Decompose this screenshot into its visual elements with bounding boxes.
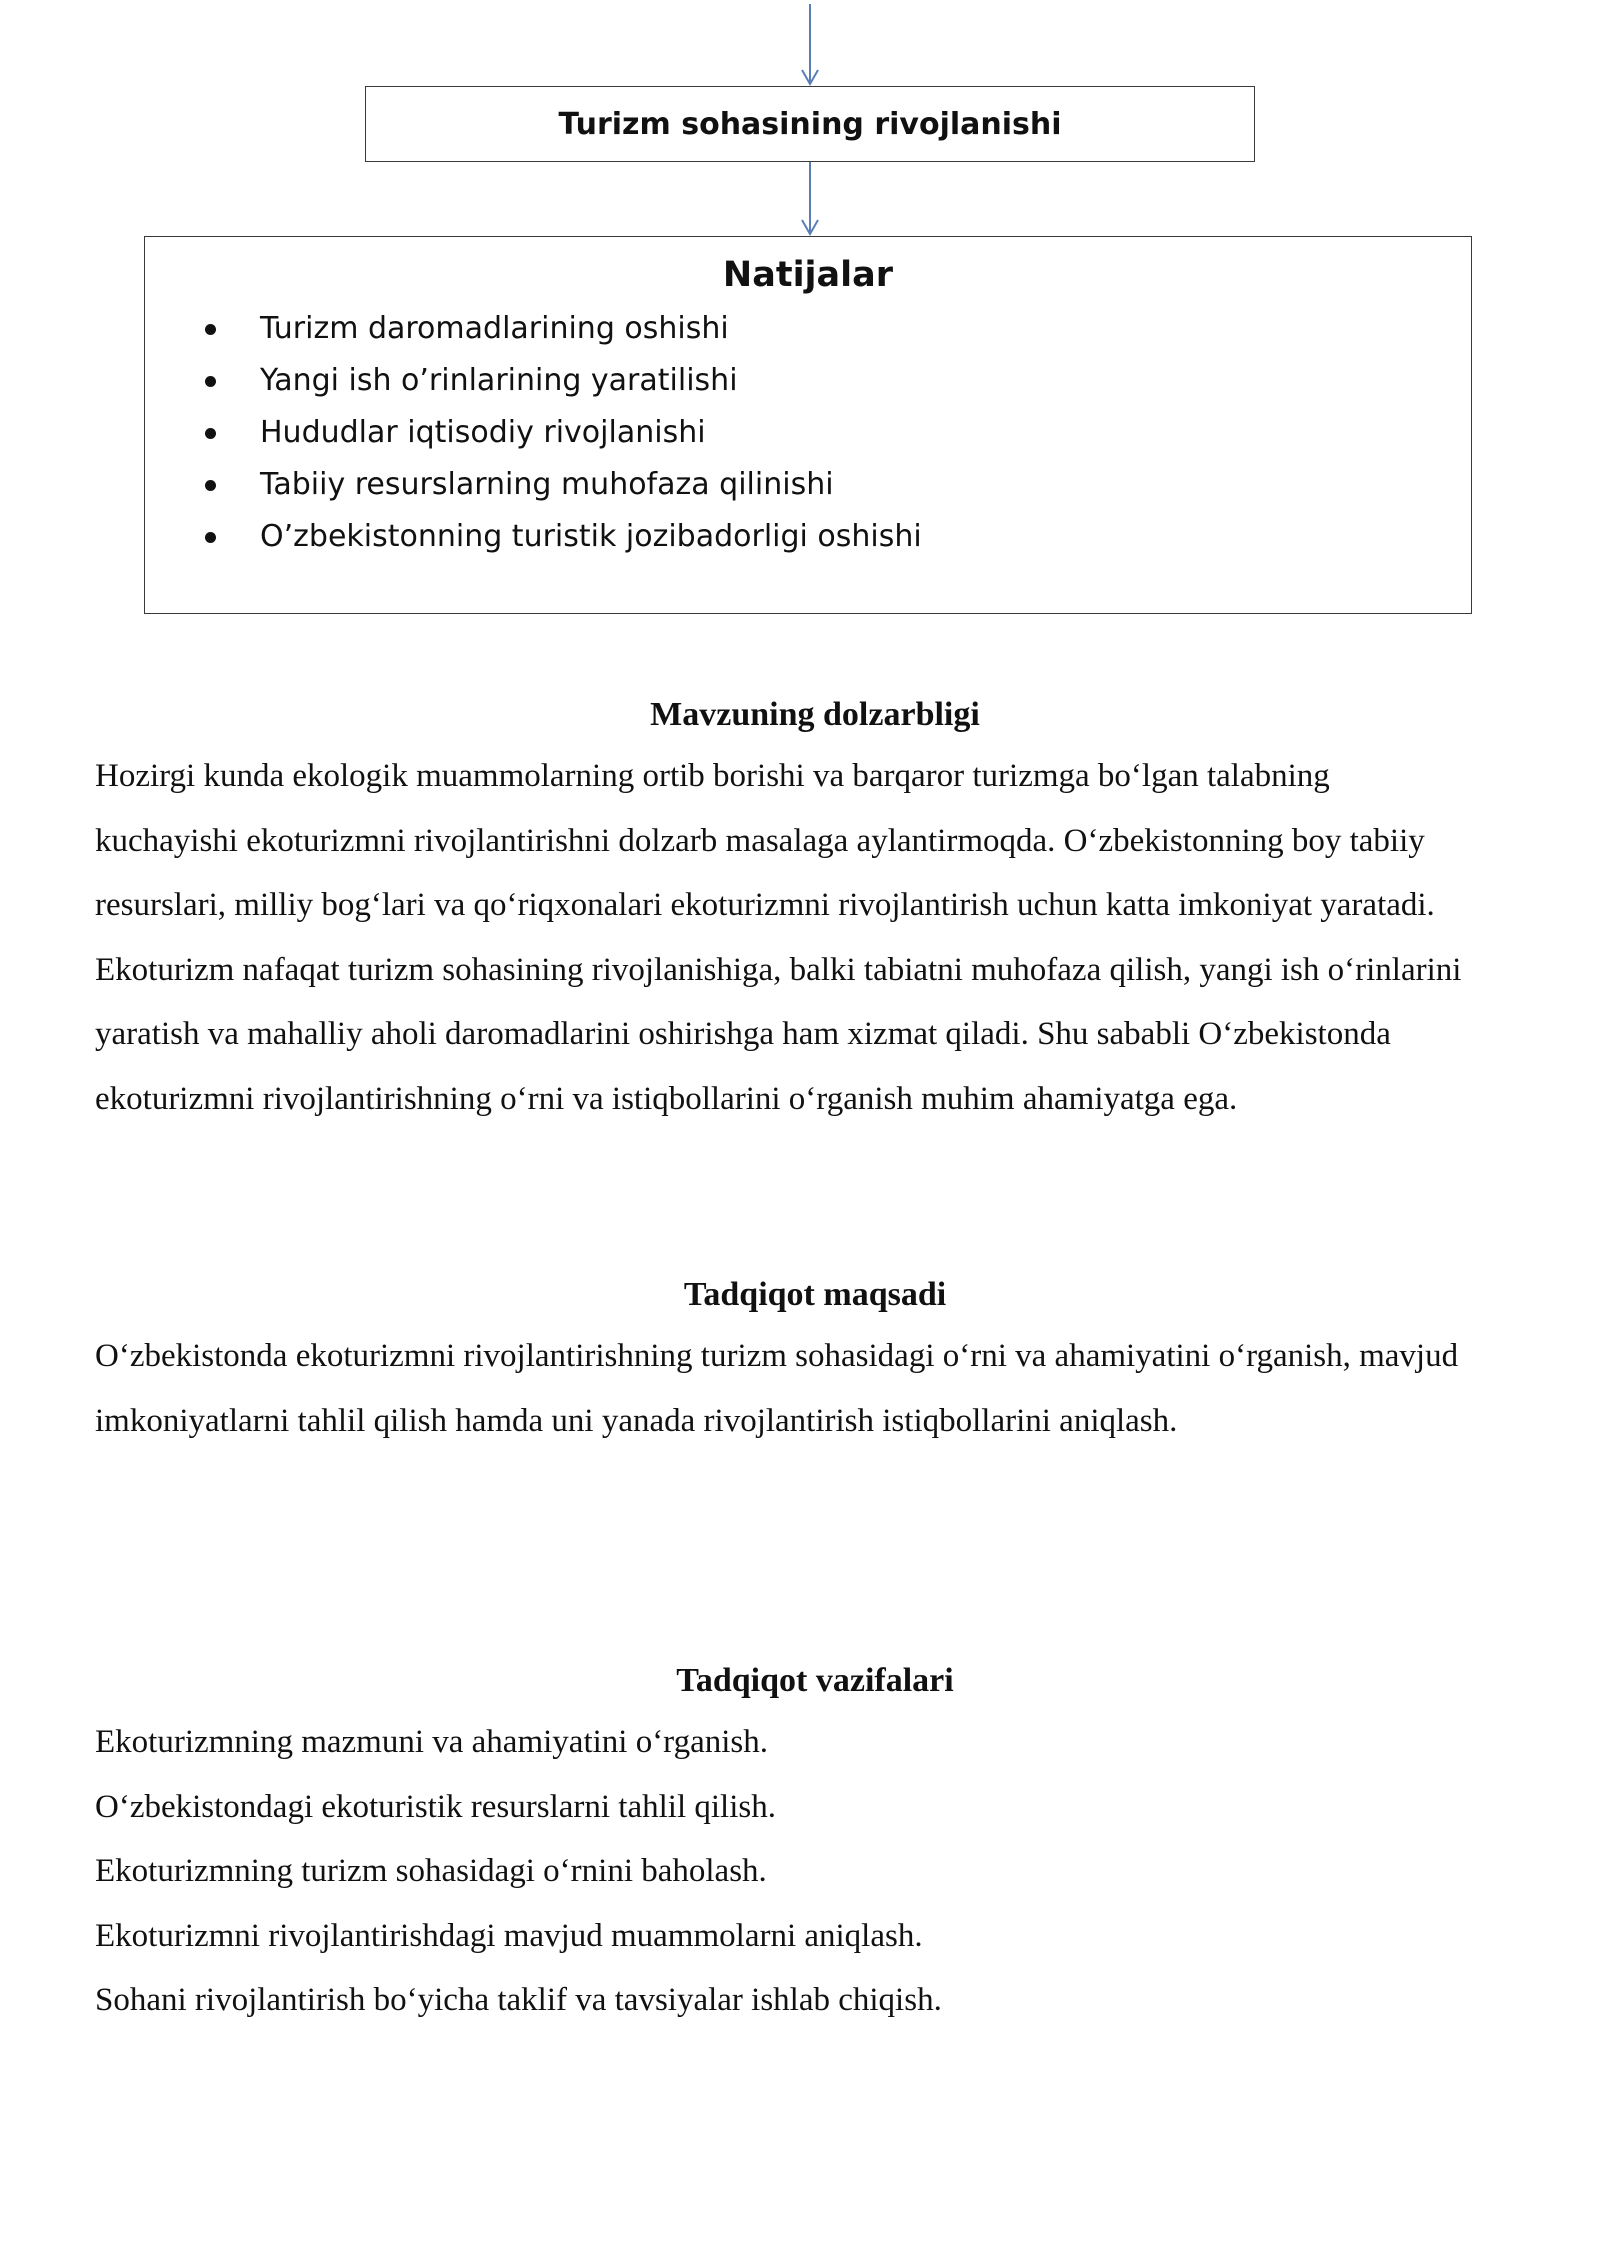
flow-arrow-top — [798, 4, 822, 88]
results-item-label: Hududlar iqtisodiy rivojlanishi — [260, 415, 706, 450]
bullet-icon — [205, 480, 216, 491]
bullet-icon — [205, 324, 216, 335]
results-item — [145, 303, 1471, 355]
results-item-label: Turizm daromadlarining oshishi — [260, 311, 729, 346]
bullet-icon — [205, 428, 216, 439]
relevance-heading: Mavzuning dolzarbligi — [650, 696, 980, 733]
results-item-label: O’zbekistonning turistik jozibadorligi oshishi — [260, 519, 922, 554]
results-item-label: Tabiiy resurslarning muhofaza qilinishi — [260, 467, 834, 502]
tasks-heading: Tadqiqot vazifalari — [676, 1662, 954, 1699]
task-item: O‘zbekistondagi ekoturistik resurslarni tahlil qilish. — [95, 1788, 776, 1825]
results-heading: Natijalar — [722, 255, 894, 295]
goal-paragraph: O‘zbekistonda ekoturizmni rivojlantirishning turizm sohasidagi o‘rni va ahamiyatini o‘rganish, mavjud imkoniyatlarni tahlil qilish hamda uni yanada rivojlantirish istiqbollarini aniqlash. — [95, 1338, 1459, 1439]
results-item — [145, 355, 1471, 407]
tasks-list — [95, 1710, 1475, 2033]
flow-arrow-middle — [798, 162, 822, 238]
bullet-icon — [205, 376, 216, 387]
task-item: Ekoturizmning turizm sohasidagi o‘rnini baholash. — [95, 1853, 767, 1889]
goal-section — [95, 1272, 1475, 1453]
results-item — [145, 407, 1471, 459]
results-list — [145, 303, 1471, 563]
task-item: Ekoturizmni rivojlantirishdagi mavjud muammolarni aniqlash. — [95, 1917, 923, 1954]
task-item: Sohani rivojlantirish bo‘yicha taklif va tavsiyalar ishlab chiqish. — [95, 1982, 942, 2018]
flow-title-text: Turizm sohasining rivojlanishi — [558, 106, 1062, 142]
results-item-label: Yangi ish o’rinlarining yaratilishi — [260, 363, 738, 398]
task-item: Ekoturizmning mazmuni va ahamiyatini o‘rganish. — [95, 1724, 768, 1760]
relevance-paragraph: Hozirgi kunda ekologik muammolarning ortib borishi va barqaror turizmga bo‘lgan talabning kuchayishi ekoturizmni rivojlantirishni dolzarb masalaga aylantirmoqda. O‘zbekistonning boy tabiiy resurslari, milliy bog‘lari va qo‘riqxonalari ekoturizmni rivojlantirish uchun katta imkoniyat yaratadi. Ekoturizm nafaqat turizm sohasining rivojlanishiga, balki tabiatni muhofaza qilish, yangi ish o‘rinlarini yaratish va mahalliy aholi daromadlarini oshirishga ham xizmat qiladi. Shu sababli O‘zbekistonda ekoturizmni rivojlantirishning o‘rni va istiqbollarini o‘rganish muhim ahamiyatga ega. — [95, 758, 1462, 1117]
results-box — [144, 236, 1472, 614]
relevance-section — [95, 692, 1475, 1131]
goal-heading: Tadqiqot maqsadi — [683, 1276, 947, 1313]
flow-title-box — [365, 86, 1255, 162]
results-item — [145, 511, 1471, 563]
bullet-icon — [205, 532, 216, 543]
tasks-section — [95, 1658, 1475, 2033]
results-item — [145, 459, 1471, 511]
